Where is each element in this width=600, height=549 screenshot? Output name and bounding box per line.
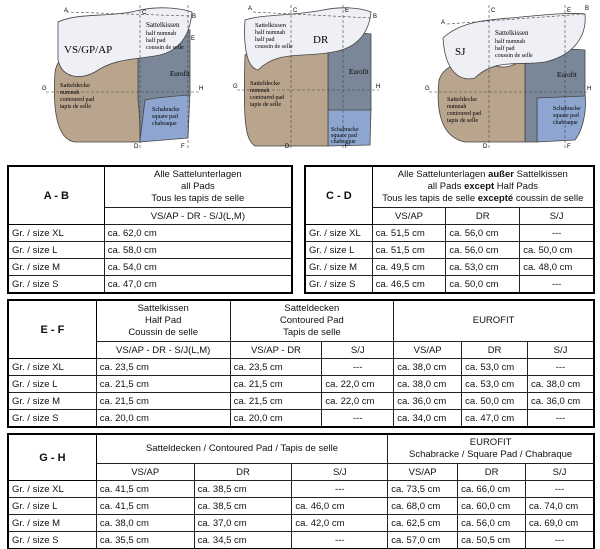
column-group-header: EUROFIT [394,301,594,342]
svg-text:half pad: half pad [146,38,166,44]
table-e-f [8,300,594,427]
svg-text:Satteldecke: Satteldecke [60,82,90,89]
column-header: VS/AP - DR - S/J(L,M) [96,342,230,359]
svg-text:D: D [285,144,290,150]
column-header: S/J [520,208,594,225]
column-header: S/J [526,464,594,481]
column-group-header: Satteldecken / Contoured Pad / Tapis de selle [96,435,387,464]
svg-text:E: E [345,8,350,14]
svg-text:Sattelkissen: Sattelkissen [255,22,287,29]
svg-text:A: A [248,6,253,12]
column-header: VS/AP - DR - S/J(L,M) [104,208,291,225]
svg-text:A: A [64,8,69,14]
table-g-h [8,434,594,549]
svg-text:Eurofit: Eurofit [349,68,369,76]
measure-key: C - D [306,167,373,225]
svg-text:Schabracke: Schabracke [152,107,180,113]
column-header: DR [194,464,292,481]
diagram-name: DR [313,34,329,46]
svg-text:numnah: numnah [250,88,270,94]
svg-text:D: D [134,144,139,150]
svg-text:C: C [491,8,496,14]
svg-text:chabraque: chabraque [553,120,578,126]
column-group-header: EUROFIT Schabracke / Square Pad / Chabraque [388,435,594,464]
column-header: VS/AP [394,342,462,359]
measure-key: E - F [9,301,97,359]
svg-text:Schabracke: Schabracke [331,127,359,133]
svg-text:B: B [585,6,590,12]
table-row: Gr. / size S ca. 46,5 cm ca. 50,0 cm --- [306,276,594,293]
table-row: Gr. / size L ca. 41,5 cm ca. 38,5 cm ca. 46,0 cm ca. 68,0 cm ca. 60,0 cm ca. 74,0 cm [9,498,594,515]
svg-text:Eurofit: Eurofit [170,70,190,78]
svg-text:H: H [587,86,592,92]
svg-text:E: E [567,8,572,14]
table-row: Gr. / size XL ca. 62,0 cm [9,225,292,242]
table-row: Gr. / size XL ca. 41,5 cm ca. 38,5 cm --- ca. 73,5 cm ca. 66,0 cm --- [9,481,594,498]
column-header: VS/AP [96,464,194,481]
svg-text:H: H [199,86,204,92]
svg-text:contoured pad: contoured pad [447,111,482,117]
pad-diagram-dr [233,0,383,150]
svg-text:half pad: half pad [255,37,275,43]
column-header: S/J [322,342,394,359]
svg-text:contoured pad: contoured pad [250,95,285,101]
column-group-header: Sattelkissen Half Pad Coussin de selle [96,301,230,342]
svg-text:D: D [483,144,488,150]
table-c-d [305,166,594,293]
svg-text:G: G [425,86,430,92]
svg-text:Sattelkissen: Sattelkissen [146,21,180,29]
measure-key: A - B [9,167,105,225]
table-row: Gr. / size XL ca. 23,5 cm ca. 23,5 cm --- ca. 38,0 cm ca. 53,0 cm --- [9,359,594,376]
column-header: DR [462,342,528,359]
pad-diagram-vs-gp-ap [40,0,205,150]
diagram-name: SJ [455,46,466,58]
measure-key: G - H [9,435,97,481]
column-header: S/J [528,342,594,359]
svg-text:square pad: square pad [331,133,357,139]
svg-text:half numnah: half numnah [255,30,286,36]
table-row: Gr. / size S ca. 35,5 cm ca. 34,5 cm --- ca. 57,0 cm ca. 50,5 cm --- [9,532,594,549]
svg-text:numnah: numnah [447,104,467,110]
column-header: DR [446,208,520,225]
table-row: Gr. / size S ca. 47,0 cm [9,276,292,293]
table-row: Gr. / size M ca. 21,5 cm ca. 21,5 cm ca. 22,0 cm ca. 36,0 cm ca. 50,0 cm ca. 36,0 cm [9,393,594,410]
svg-text:H: H [376,84,381,90]
table-row: Gr. / size S ca. 20,0 cm ca. 20,0 cm --- ca. 34,0 cm ca. 47,0 cm --- [9,410,594,427]
column-group-header: Alle Sattelunterlagen außer Sattelkissen all Pads except Half Pads Tous les tapis de selle excepté coussin de selle [372,167,593,208]
column-header: DR [458,464,526,481]
svg-text:B: B [192,14,197,20]
svg-text:E: E [191,36,196,42]
svg-text:G: G [233,84,238,90]
svg-text:Schabracke: Schabracke [553,106,581,112]
diagram-vs-gp-ap [40,0,205,150]
table-row: Gr. / size M ca. 54,0 cm [9,259,292,276]
svg-text:Satteldecke: Satteldecke [250,80,280,87]
svg-text:chabraque: chabraque [152,121,177,127]
table-row: Gr. / size M ca. 38,0 cm ca. 37,0 cm ca. 42,0 cm ca. 62,5 cm ca. 56,0 cm ca. 69,0 cm [9,515,594,532]
svg-text:tapis de selle: tapis de selle [447,118,478,124]
svg-text:square pad: square pad [553,113,579,119]
svg-text:B: B [373,14,378,20]
table-row: Gr. / size L ca. 58,0 cm [9,242,292,259]
svg-text:half numnah: half numnah [495,39,526,45]
column-header: S/J [292,464,388,481]
svg-text:half pad: half pad [495,46,515,52]
pad-diagram-sj [425,0,593,150]
column-group-header: Alle Sattelunterlagen all Pads Tous les tapis de selle [104,167,291,208]
svg-text:chabraque: chabraque [331,139,356,145]
svg-text:coussin de selle: coussin de selle [146,45,184,51]
column-header: VS/AP - DR [230,342,322,359]
column-header: VS/AP [372,208,446,225]
svg-text:G: G [42,86,47,92]
svg-text:half numnah: half numnah [146,31,177,37]
svg-text:C: C [142,10,147,16]
svg-text:coussin de selle: coussin de selle [495,53,533,59]
svg-text:square pad: square pad [152,114,178,120]
svg-text:numnah: numnah [60,90,80,96]
svg-text:tapis de selle: tapis de selle [60,104,91,110]
svg-text:F: F [345,144,349,150]
svg-text:contoured pad: contoured pad [60,97,95,103]
svg-text:F: F [567,144,571,150]
column-header: VS/AP [388,464,458,481]
svg-text:Eurofit: Eurofit [557,71,577,79]
diagram-sj [425,0,593,150]
table-row: Gr. / size L ca. 51,5 cm ca. 56,0 cm ca. 50,0 cm [306,242,594,259]
svg-text:F: F [181,144,185,150]
table-row: Gr. / size M ca. 49,5 cm ca. 53,0 cm ca. 48,0 cm [306,259,594,276]
svg-text:A: A [441,20,446,26]
svg-text:tapis de selle: tapis de selle [250,102,281,108]
svg-text:Sattelkissen: Sattelkissen [495,29,529,37]
svg-text:C: C [293,8,298,14]
svg-text:Satteldecke: Satteldecke [447,96,477,103]
table-a-b [8,166,292,293]
table-row: Gr. / size L ca. 21,5 cm ca. 21,5 cm ca. 22,0 cm ca. 38,0 cm ca. 53,0 cm ca. 38,0 cm [9,376,594,393]
diagram-dr [233,0,383,150]
column-group-header: Satteldecken Contoured Pad Tapis de selle [230,301,394,342]
diagram-name: VS/GP/AP [64,44,113,56]
svg-text:coussin de selle: coussin de selle [255,44,293,50]
table-row: Gr. / size XL ca. 51,5 cm ca. 56,0 cm --- [306,225,594,242]
